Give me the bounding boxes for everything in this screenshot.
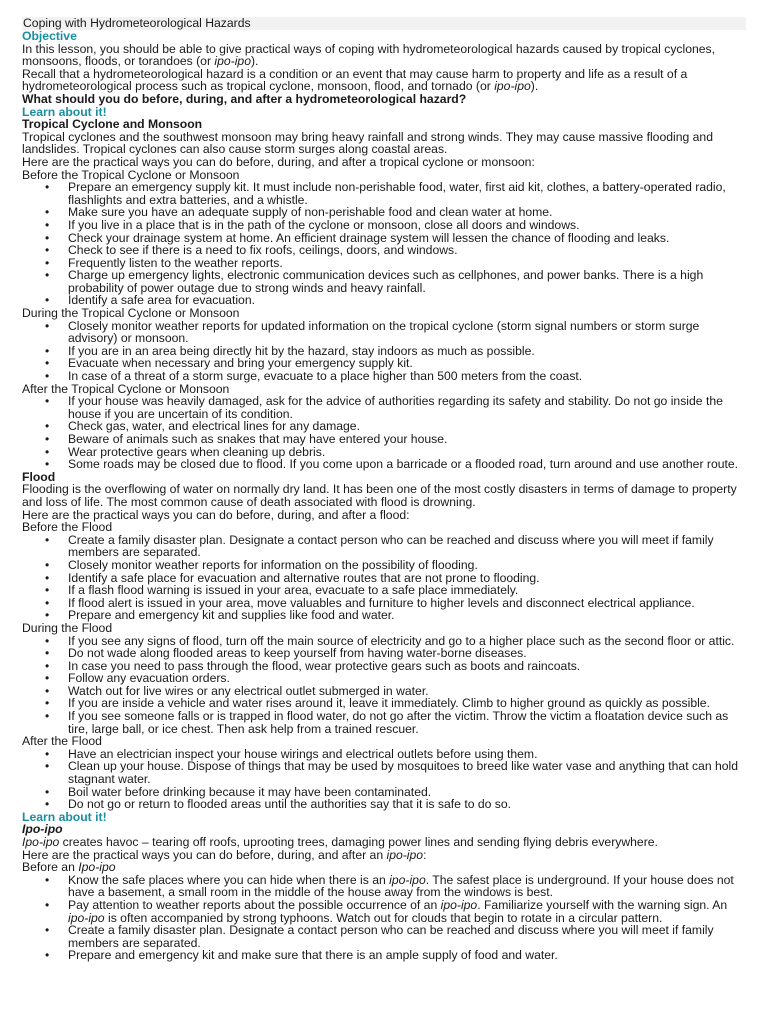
cyclone-paragraph-1: Tropical cyclones and the southwest monsoon may bring heavy rainfall and strong winds. They may cause massive flooding and landslides. Tropical cyclones can also cause storm surges along coastal areas. [22, 129, 713, 157]
ipo-before-list [22, 874, 746, 962]
cyclone-during-label: During the Tropical Cyclone or Monsoon [22, 306, 240, 321]
cyclone-before-list [22, 181, 746, 307]
list-item: • In case of a threat of a storm surge, evacuate to a place higher than 500 meters from the coast. [68, 370, 746, 383]
list-item: • Prepare and emergency kit and supplies like food and water. [68, 609, 746, 622]
list-item: • Identify a safe place for evacuation and alternative routes that are not prone to flooding. [68, 572, 746, 585]
list-item: • Do not wade along flooded areas to keep yourself from having water-borne diseases. [68, 647, 746, 660]
list-item: • Watch out for live wires or any electrical outlet submerged in water. [68, 685, 746, 698]
list-item: • If flood alert is issued in your area, move valuables and furniture to higher levels and disconnect electrical appliance. [68, 597, 746, 610]
flood-paragraph-1: Flooding is the overflowing of water on normally dry land. It has been one of the most costly disasters in terms of damage to property and loss of life. The most common cause of death associated with flood is drowning. [22, 482, 737, 509]
flood-after-label: After the Flood [22, 734, 102, 749]
cyclone-paragraph-2: Here are the practical ways you can do before, during, and after a tropical cyclone or monsoon: [22, 154, 535, 169]
list-item: • Create a family disaster plan. Designate a contact person who can be reached and discuss where you will meet if family members are separated. [68, 924, 746, 949]
list-item: • Check gas, water, and electrical lines for any damage. [68, 420, 746, 433]
list-item: • If you live in a place that is in the path of the cyclone or monsoon, close all doors and windows. [68, 219, 746, 232]
list-item: • Clean up your house. Dispose of things that may be used by mosquitoes to breed like water vase and anything that can hold stagnant water. [68, 760, 746, 785]
list-item: • Prepare and emergency kit and make sure that there is an ample supply of food and water. [68, 949, 746, 962]
list-item: • If you see any signs of flood, turn off the main source of electricity and go to a higher place such as the second floor or attic. [68, 635, 746, 648]
objective-paragraph-2: Recall that a hydrometeorological hazard is a condition or an event that may cause harm to property and life as a result of a hydrometeorological process such as tropical cyclone, monsoon, flood, and tornado (or ipo-ipo). [22, 66, 688, 94]
objective-heading: Objective [22, 29, 77, 43]
learn-heading-2: Learn about it! [22, 809, 107, 824]
ipo-heading: Ipo-ipo [22, 822, 63, 837]
list-item: • Prepare an emergency supply kit. It must include non-perishable food, water, first aid kit, clothes, a battery-operated radio, flashlights and extra batteries, and a whistle. [68, 181, 746, 206]
ipo-paragraph-2: Here are the practical ways you can do before, during, and after an ipo-ipo: [22, 847, 427, 862]
objective-term-2: ipo-ipo [494, 79, 531, 94]
list-item: • In case you need to pass through the flood, wear protective gears such as boots and raincoats. [68, 660, 746, 673]
list-item: • Check to see if there is a need to fix roofs, ceilings, doors, and windows. [68, 244, 746, 257]
list-item: • Wear protective gears when cleaning up debris. [68, 446, 746, 459]
list-item: • Do not go or return to flooded areas until the authorities say that it is safe to do so. [68, 798, 746, 811]
ipo-paragraph-1: Ipo-ipo creates havoc – tearing off roofs, uprooting trees, damaging power lines and sending flying debris everywhere. [22, 835, 658, 849]
list-item: • If your house was heavily damaged, ask for the advice of authorities regarding its safety and stability. Do not go inside the house if you are uncertain of its condition. [68, 395, 746, 420]
list-item: • Identify a safe area for evacuation. [68, 294, 746, 307]
learn-heading: Learn about it! [22, 104, 107, 119]
list-item: • If you are inside a vehicle and water rises around it, leave it immediately. Climb to higher ground as quickly as possible. [68, 697, 746, 710]
flood-after-list [22, 748, 746, 811]
list-item: • Closely monitor weather reports for information on the possibility of flooding. [68, 559, 746, 572]
objective-term-1: ipo-ipo [214, 54, 251, 69]
list-item: • If you see someone falls or is trapped in flood water, do not go after the victim. Throw the victim a floatation device such as tire, large ball, or ice chest. Then ask help from a trained rescuer. [68, 710, 746, 735]
flood-during-label: During the Flood [22, 620, 113, 635]
guiding-question: What should you do before, during, and after a hydrometeorological hazard? [22, 91, 467, 106]
flood-heading: Flood [22, 469, 56, 484]
list-item: • Pay attention to weather reports about the possible occurrence of an ipo-ipo. Familiarize yourself with the warning sign. An ipo-ipo is often accompanied by strong typhoons. Watch out for clouds that begin to rotate in a circular pattern. [68, 899, 746, 924]
list-item: • Boil water before drinking because it may have been contaminated. [68, 786, 746, 799]
objective-paragraph-1: In this lesson, you should be able to give practical ways of coping with hydrometeorological hazards caused by tropical cyclones, monsoons, floods, or torandoes (or ipo-ipo). [22, 41, 716, 69]
list-item: • Check your drainage system at home. An efficient drainage system will lessen the chance of flooding and leaks. [68, 232, 746, 245]
list-item: • Charge up emergency lights, electronic communication devices such as cellphones, and power banks. There is a high probability of power outage due to strong winds and heavy rainfall. [68, 269, 746, 294]
list-item: • If you are in an area being directly hit by the hazard, stay indoors as much as possible. [68, 345, 746, 358]
list-item: • If a flash flood warning is issued in your area, evacuate to a safe place immediately. [68, 584, 746, 597]
flood-during-list [22, 635, 746, 736]
list-item: • Beware of animals such as snakes that may have entered your house. [68, 433, 746, 446]
ipo-before-label: Before an Ipo-ipo [22, 860, 116, 875]
list-item: • Some roads may be closed due to flood. If you come upon a barricade or a flooded road, turn around and use another route. [68, 458, 746, 471]
list-item: • Evacuate when necessary and bring your emergency supply kit. [68, 357, 746, 370]
cyclone-after-list [22, 395, 746, 471]
flood-before-list [22, 534, 746, 622]
flood-paragraph-2: Here are the practical ways you can do before, during, and after a flood: [22, 507, 410, 522]
ipo-term: Ipo-ipo [22, 835, 60, 849]
cyclone-during-list [22, 320, 746, 383]
document-title: Coping with Hydrometeorological Hazards [22, 17, 746, 30]
flood-before-label: Before the Flood [22, 520, 113, 535]
cyclone-before-label: Before the Tropical Cyclone or Monsoon [22, 167, 240, 182]
list-item: • Know the safe places where you can hide when there is an ipo-ipo. The safest place is underground. If your house does not have a basement, a small room in the middle of the house away from the windows is best. [68, 874, 746, 899]
list-item: • Create a family disaster plan. Designate a contact person who can be reached and discuss where you will meet if family members are separated. [68, 534, 746, 559]
list-item: • Have an electrician inspect your house wirings and electrical outlets before using them. [68, 748, 746, 761]
cyclone-after-label: After the Tropical Cyclone or Monsoon [22, 381, 230, 396]
list-item: • Frequently listen to the weather reports. [68, 257, 746, 270]
list-item: • Make sure you have an adequate supply of non-perishable food and clean water at home. [68, 206, 746, 219]
list-item: • Closely monitor weather reports for updated information on the tropical cyclone (storm signal numbers or storm surge advisory) or monsoon. [68, 320, 746, 345]
cyclone-heading: Tropical Cyclone and Monsoon [22, 117, 203, 132]
list-item: • Follow any evacuation orders. [68, 672, 746, 685]
